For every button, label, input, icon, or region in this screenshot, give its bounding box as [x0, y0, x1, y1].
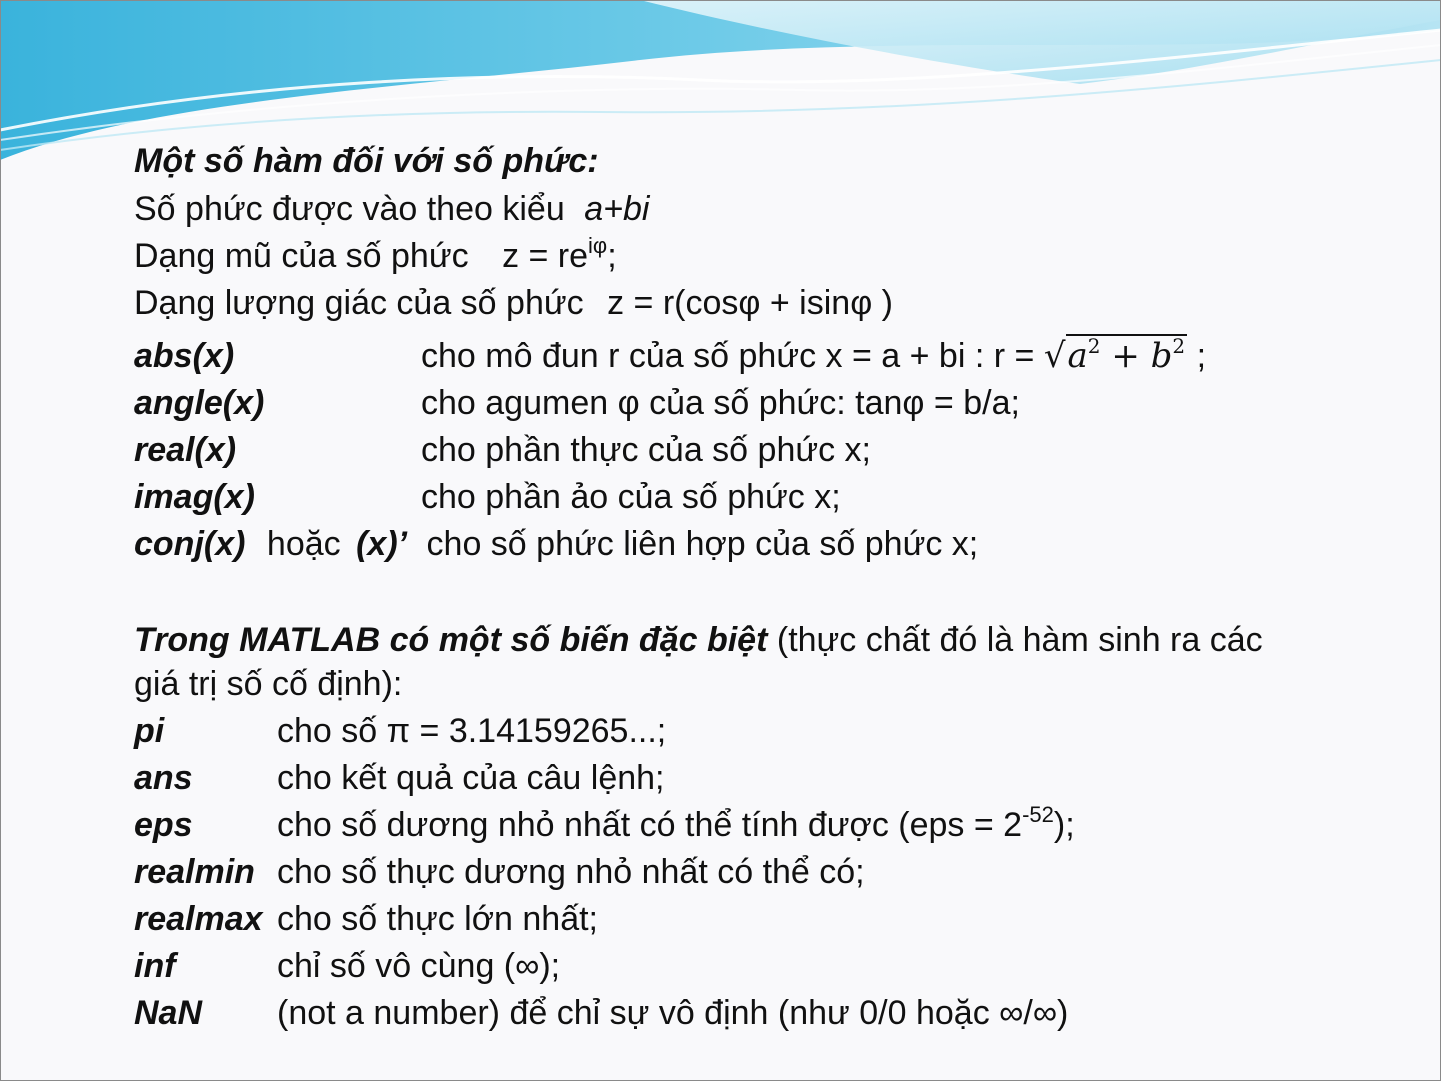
- function-desc-tail: ;: [1196, 337, 1207, 375]
- function-name: angle(x): [134, 384, 265, 422]
- heading2-bold: Trong MATLAB có một số biến đặc biệt: [134, 621, 768, 659]
- variable-description: chỉ số vô cùng (∞);: [277, 947, 561, 985]
- function-name: real(x): [134, 431, 237, 469]
- intro-formula-sup: iφ: [588, 232, 608, 258]
- variable-description: [277, 801, 1075, 845]
- intro-text: Số phức được vào theo kiểu: [134, 190, 565, 228]
- function-desc-text: cho mô đun r của số phức x = a + bi : r =: [421, 337, 1035, 375]
- variable-name: NaN: [134, 994, 203, 1032]
- intro-line-input-form: [134, 189, 649, 229]
- conj-or: hoặc: [266, 525, 341, 563]
- sqrt-exp-a: 2: [1087, 333, 1101, 358]
- intro-line-exponential-form: [134, 232, 617, 276]
- variable-name: realmin: [134, 853, 255, 891]
- function-name: abs(x): [134, 337, 235, 375]
- function-description: cho số phức liên hợp của số phức x;: [426, 525, 979, 563]
- function-name: imag(x): [134, 478, 255, 516]
- intro-formula-suffix: ;: [607, 237, 617, 275]
- conj-line: [134, 524, 978, 564]
- variable-name: ans: [134, 759, 193, 797]
- variable-desc-tail: );: [1053, 806, 1075, 844]
- function-description: [421, 333, 1207, 376]
- function-description: cho phần ảo của số phức x;: [421, 478, 841, 516]
- function-name: conj(x): [134, 525, 246, 563]
- sqrt-sign-icon: √: [1043, 336, 1066, 376]
- heading2-rest: (thực chất đó là hàm sinh ra các: [767, 621, 1263, 659]
- sqrt-b: b: [1150, 336, 1173, 376]
- heading2-line2: giá trị số cố định):: [134, 665, 403, 703]
- intro-formula: z = r(cosφ + isinφ ): [607, 284, 894, 322]
- intro-formula-prefix: z = re: [502, 237, 589, 275]
- variable-name: inf: [134, 947, 176, 985]
- section-heading-special-variables: [134, 620, 1263, 660]
- intro-text: Dạng lượng giác của số phức: [134, 284, 584, 322]
- sqrt-plus: +: [1111, 336, 1140, 376]
- variable-name: eps: [134, 806, 193, 844]
- conj-alt-syntax: (x)’: [356, 525, 408, 563]
- function-description: cho agumen φ của số phức: tanφ = b/a;: [421, 384, 1020, 422]
- section-heading-complex-functions: Một số hàm đối với số phức:: [134, 142, 599, 180]
- intro-math: a+bi: [584, 190, 650, 228]
- variable-name: realmax: [134, 900, 263, 938]
- variable-description: cho số π = 3.14159265...;: [277, 712, 667, 750]
- variable-desc-text: cho số dương nhỏ nhất có thể tính được (eps = 2: [277, 806, 1023, 844]
- intro-text: Dạng mũ của số phức: [134, 237, 469, 275]
- variable-description: (not a number) để chỉ sự vô định (như 0/0 hoặc ∞/∞): [277, 994, 1069, 1032]
- sqrt-formula: [1043, 333, 1187, 376]
- function-description: cho phần thực của số phức x;: [421, 431, 872, 469]
- variable-description: cho số thực dương nhỏ nhất có thể có;: [277, 853, 865, 891]
- sqrt-a: a: [1067, 336, 1088, 376]
- intro-line-trig-form: [134, 283, 893, 323]
- variable-name: pi: [134, 712, 165, 750]
- variable-desc-sup: -52: [1022, 801, 1054, 827]
- sqrt-exp-b: 2: [1172, 333, 1186, 358]
- variable-description: cho số thực lớn nhất;: [277, 900, 599, 938]
- variable-description: cho kết quả của câu lệnh;: [277, 759, 665, 797]
